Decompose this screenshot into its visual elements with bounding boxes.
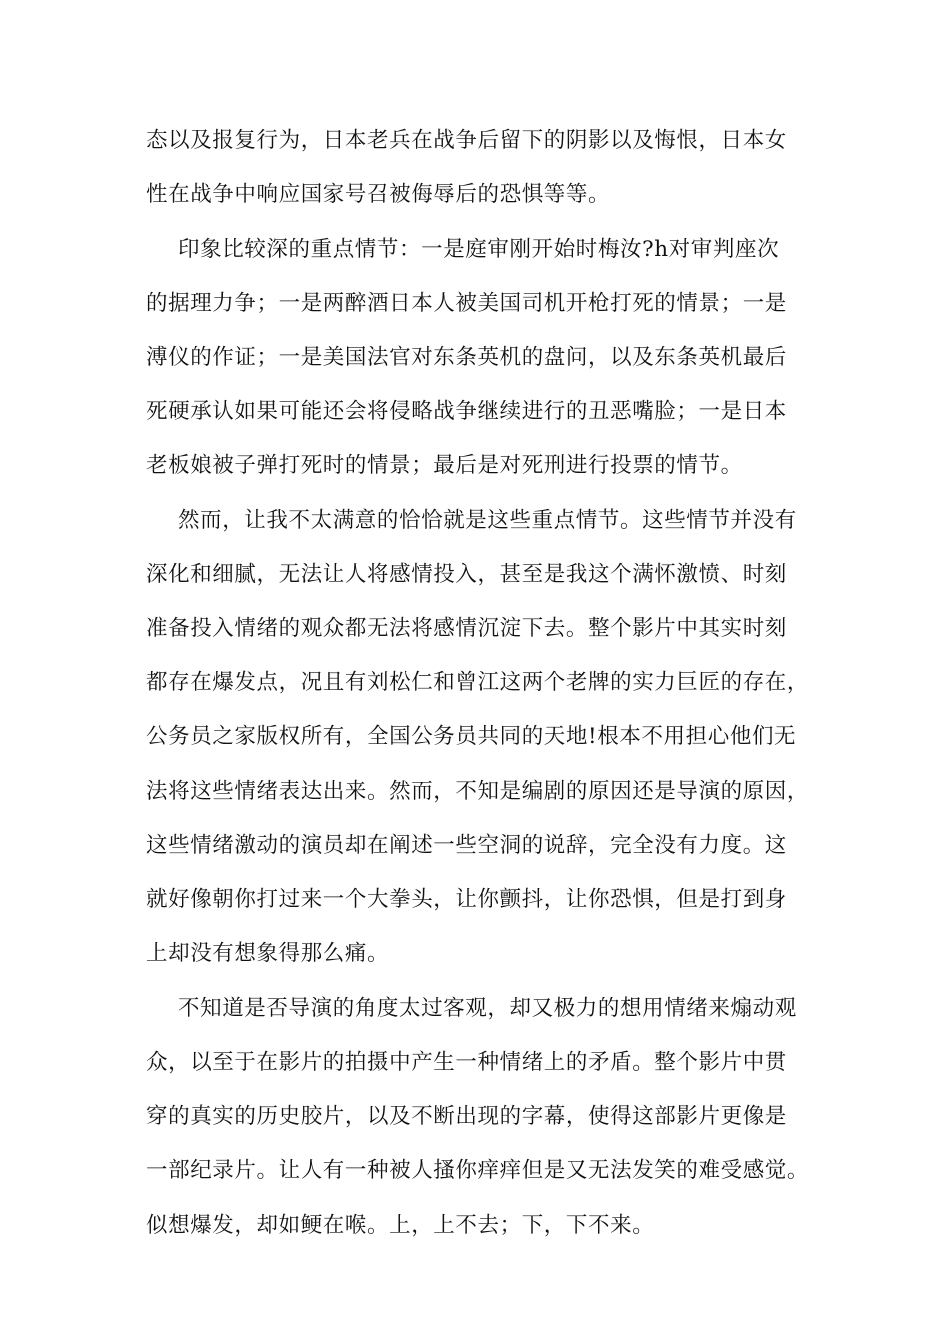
text-line: 一部纪录片。让人有一种被人搔你痒痒但是又无法发笑的难受感觉。 bbox=[146, 1158, 810, 1183]
text-line: 老板娘被子弹打死时的情景；最后是对死刑进行投票的情节。 bbox=[146, 453, 743, 478]
paragraph-start-line: 不知道是否导演的角度太过客观，却又极力的想用情绪来煽动观 bbox=[178, 996, 797, 1021]
text-line: 就好像朝你打过来一个大拳头，让你颤抖，让你恐惧，但是打到身 bbox=[146, 887, 787, 912]
text-line: 似想爆发，却如鲠在喉。上，上不去；下，下不来。 bbox=[146, 1213, 655, 1238]
text-line: 穿的真实的历史胶片，以及不断出现的字幕，使得这部影片更像是 bbox=[146, 1104, 787, 1129]
text-line: 死硬承认如果可能还会将侵略战争继续进行的丑恶嘴脸；一是日本 bbox=[146, 399, 787, 424]
text-line: 性在战争中响应国家号召被侮辱后的恐惧等等。 bbox=[146, 182, 611, 207]
text-line: 都存在爆发点，况且有刘松仁和曾江这两个老牌的实力巨匠的存在， bbox=[146, 670, 810, 695]
text-line: 深化和细腻，无法让人将感情投入，甚至是我这个满怀激愤、时刻 bbox=[146, 562, 787, 587]
paragraph-start-line: 然而，让我不太满意的恰恰就是这些重点情节。这些情节并没有 bbox=[178, 508, 797, 533]
text-line: 态以及报复行为，日本老兵在战争后留下的阴影以及悔恨，日本女 bbox=[146, 128, 787, 153]
text-line: 众，以至于在影片的拍摄中产生一种情绪上的矛盾。整个影片中贯 bbox=[146, 1050, 787, 1075]
text-line: 的据理力争；一是两醉酒日本人被美国司机开枪打死的情景；一是 bbox=[146, 291, 787, 316]
paragraph-start-line: 印象比较深的重点情节：一是庭审刚开始时梅汝?h对审判座次 bbox=[178, 237, 780, 262]
text-line: 公务员之家版权所有，全国公务员共同的天地!根本不用担心他们无 bbox=[146, 724, 797, 749]
text-line: 溥仪的作证；一是美国法官对东条英机的盘问，以及东条英机最后 bbox=[146, 345, 787, 370]
text-line: 准备投入情绪的观众都无法将感情沉淀下去。整个影片中其实时刻 bbox=[146, 616, 787, 641]
text-line: 上却没有想象得那么痛。 bbox=[146, 941, 390, 966]
text-line: 这些情绪激动的演员却在阐述一些空洞的说辞，完全没有力度。这 bbox=[146, 833, 787, 858]
text-line: 法将这些情绪表达出来。然而，不知是编剧的原因还是导演的原因， bbox=[146, 779, 810, 804]
